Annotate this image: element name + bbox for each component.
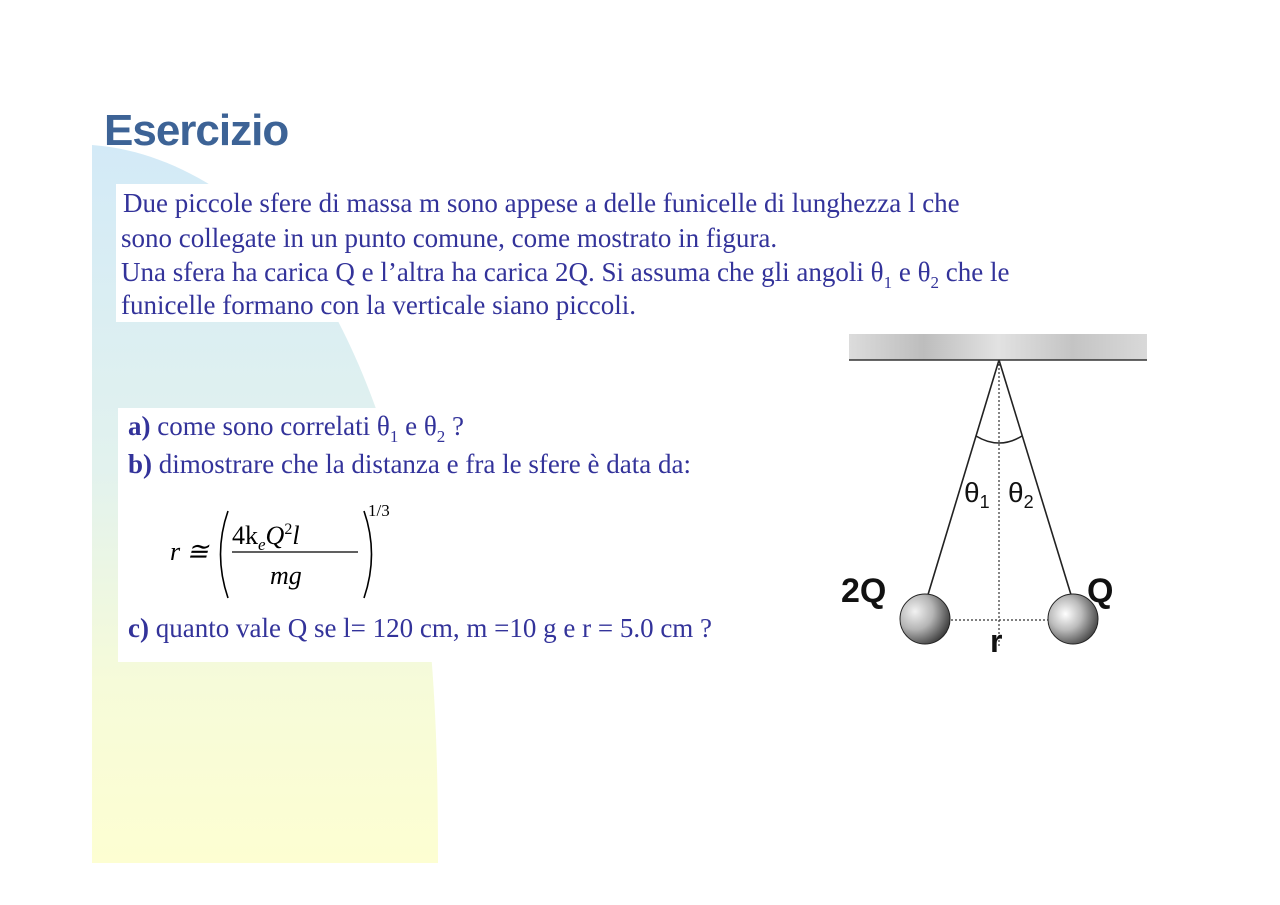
distance-label: r	[990, 623, 1003, 659]
ceiling	[849, 334, 1147, 360]
left-charge-label: 2Q	[841, 572, 887, 610]
intro-line-2: sono collegate in un punto comune, come mostrato in figura.	[121, 223, 778, 253]
formula-numerator: $4k_eQ^2l$	[232, 521, 300, 554]
theta2-label: $\theta_2$	[1008, 477, 1034, 512]
intro-line-1: Due piccole sfere di massa m sono appese a delle funicelle di lunghezza l che	[123, 188, 960, 218]
formula-exponent: 1/3	[368, 501, 390, 520]
question-c: c) quanto vale Q se l= 120 cm, m =10 g e r = 5.0 cm ?	[128, 613, 713, 643]
distance-formula	[158, 496, 418, 606]
left-sphere	[900, 594, 950, 644]
intro-line-3: Una sfera ha carica Q e l’altra ha carica 2Q. Si assuma che gli angoli $\theta_1$ e $\theta_2$ che le	[121, 257, 1010, 292]
questions-block	[118, 408, 802, 662]
theta1-label: $\theta_1$	[964, 477, 990, 512]
pendulum-figure	[836, 330, 1156, 660]
formula-lhs: r ≅	[170, 537, 209, 566]
slide-title: Esercizio	[104, 106, 289, 155]
left-string	[927, 360, 999, 598]
question-b: b) dimostrare che la distanza e fra le sfere è data da:	[128, 449, 691, 479]
problem-statement	[116, 184, 1146, 322]
formula-denominator: mg	[270, 561, 302, 590]
intro-line-4: funicelle formano con la verticale siano piccoli.	[121, 290, 637, 320]
right-charge-label: Q	[1087, 572, 1114, 610]
question-a: a) come sono correlati $\theta_1$ e $\theta_2$ ?	[128, 411, 465, 446]
